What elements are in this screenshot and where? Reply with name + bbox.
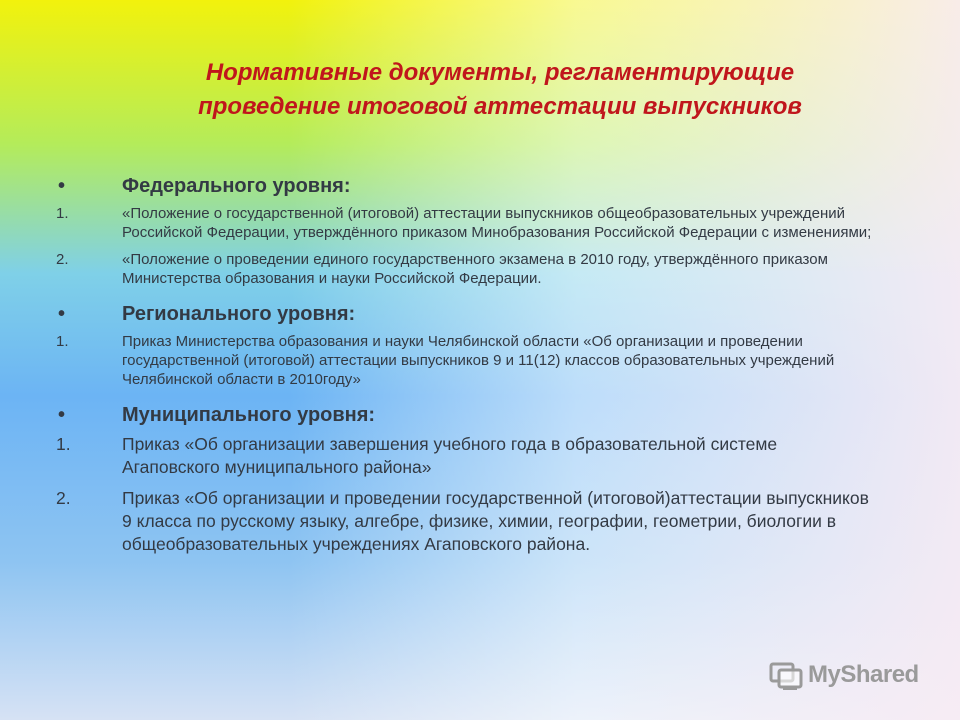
list-item [56,487,876,556]
item-number: 2. [56,251,69,268]
item-text: «Положение о проведении единого государственного экзамена в 2010 году, утверждённого приказом Министерства образования и науки Российской Федерации. [122,251,828,287]
item-number: 1. [56,205,69,222]
myshared-watermark [768,655,928,695]
item-text: «Положение о государственной (итоговой) аттестации выпускников общеобразовательных учреждений Российской Федерации, утверждённого приказом Минобразования Российской Федерации с изменениями; [122,205,872,241]
item-number: 1. [56,434,71,454]
bullet-icon: • [58,303,66,325]
item-number: 1. [56,333,69,350]
section-heading-regional: • Регионального уровня: [56,300,876,328]
item-text: Приказ «Об организации и проведении государственной (итоговой)аттестации выпускников 9 класса по русскому языку, алгебре, физике, химии, географии, геометрии, биологии в общеобразовательных учреждениях Агаповского района. [122,488,869,554]
section-heading-federal: • Федерального уровня: [56,172,876,200]
section-heading-municipal: • Муниципального уровня: [56,401,876,429]
list-item [56,433,876,479]
list-item [56,250,876,288]
item-number: 2. [56,488,71,508]
list-item [56,332,876,389]
list-item [56,204,876,242]
slide-content [56,172,876,556]
title-line: проведение итоговой аттестации выпускников [198,93,802,120]
bullet-icon: • [58,175,66,197]
watermark-text: MyShared [808,661,919,688]
slide-title [130,56,870,124]
bullet-icon: • [58,404,66,426]
myshared-logo-icon [768,658,804,692]
title-line: Нормативные документы, регламентирующие [205,59,795,86]
item-text: Приказ «Об организации завершения учебного года в образовательной системе Агаповского муниципального района» [122,434,778,477]
item-text: Приказ Министерства образования и науки Челябинской области «Об организации и проведении государственной (итоговой) аттестации выпускников 9 и 11(12) классов образовательных учреждений Челябинской области в 2010году» [122,333,835,388]
